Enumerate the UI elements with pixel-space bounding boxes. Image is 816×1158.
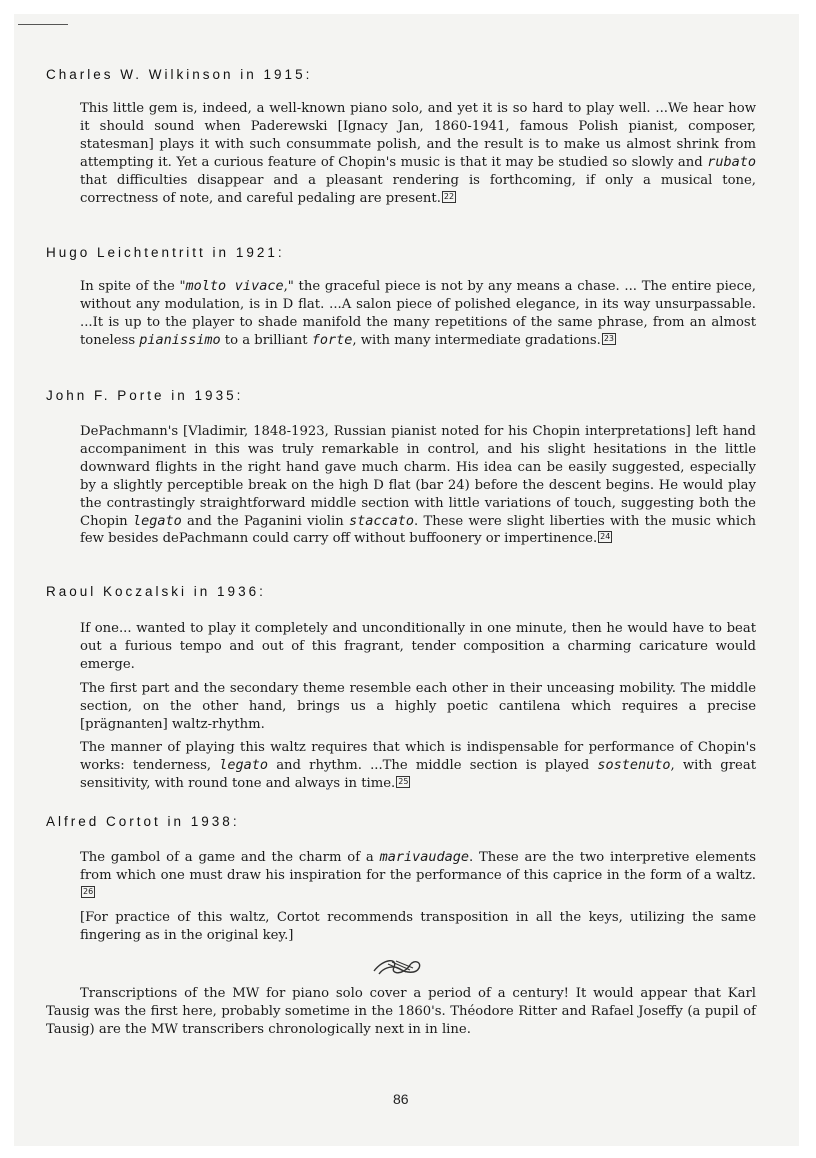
text-run: ," the graceful piece is not by any means a chase. ... The entire piece, without any modulation, is in D flat. ...A salon piece of polished elegance, in its way unsurpassable. ...It is up to the player to shade manifold the many repetitions of the same phrase, from an almost toneless	[80, 279, 756, 348]
italic-term: pianissimo	[139, 331, 221, 348]
text-run: to a brilliant	[220, 332, 312, 348]
italic-term: legato	[132, 512, 182, 529]
footnote-marker: 26	[83, 886, 94, 896]
quote-paragraph	[80, 620, 756, 674]
quote-paragraph	[80, 739, 756, 793]
transcriptions-paragraph: Transcriptions of the MW for piano solo cover a period of a century! It would appear that Karl Tausig was the first here, probably sometime in the 1860's. Théodore Ritter and Rafael Joseffy (a pupil of Tausig) are the MW transcribers chronologically next in in line.	[46, 986, 756, 1038]
quote-paragraph	[80, 278, 756, 350]
text-run: , with many intermediate gradations.	[352, 332, 601, 348]
quote-paragraph	[80, 849, 756, 903]
text-run: . These were slight liberties with the music which few besides dePachmann could carry off without buffoonery or impertinence.	[80, 513, 757, 547]
section-heading: Raoul Koczalski in 1936:	[46, 584, 266, 599]
footnote-marker: 24	[600, 532, 611, 542]
text-run: This little gem is, indeed, a well-known piano solo, and yet it is so hard to play well. ...We hear how it should sound when Paderewski [Ignacy Jan, 1860-1941, famous Polish pianist, composer, statesman] plays it with such consummate polish, and the result is to make us almost shrink from attempting it. Yet a curious feature of Chopin's music is that it may be studied so slowly and	[80, 101, 756, 170]
page-number: 86	[393, 1091, 409, 1107]
ornament-flourish-icon	[370, 956, 424, 978]
text-run: [For practice of this waltz, Cortot recommends transposition in all the keys, utilizing the same fingering as in the original key.]	[80, 909, 756, 943]
italic-term: forte	[311, 331, 353, 348]
italic-term: rubato	[707, 153, 756, 170]
text-run: and the Paganini violin	[181, 513, 349, 529]
top-rule	[18, 24, 68, 25]
quote-block	[80, 849, 756, 945]
quote-block	[80, 423, 756, 548]
quote-block	[80, 100, 756, 207]
text-run: and rhythm. ...The middle section is played	[268, 758, 598, 774]
quote-block	[80, 620, 756, 793]
italic-term: legato	[219, 757, 269, 774]
text-run: DePachmann's [Vladimir, 1848-1923, Russian pianist noted for his Chopin interpretations] left hand accompaniment in this was truly remarkable in control, and his slight hesitations in the little downward flights in the right hand gave much charm. His idea can be easily suggested, especially by a slightly perceptible break on the high D flat (bar 24) before the descent begins. He would play the contrastingly straightforward middle section with little variations of touch, suggesting both the Chopin	[80, 424, 756, 529]
quote-paragraph	[80, 100, 756, 207]
italic-term: sostenuto	[597, 757, 671, 774]
italic-term: molto vivace	[185, 278, 284, 294]
quote-paragraph	[80, 680, 756, 734]
text-run: If one... wanted to play it completely and unconditionally in one minute, then he would have to beat out a furious tempo and out of this fragrant, tender composition a charming caricature would emerge.	[80, 621, 756, 672]
section-heading: Charles W. Wilkinson in 1915:	[46, 67, 313, 82]
text-run: . These are the two interpretive elements from which one must draw his inspiration for the performance of this caprice in the form of a waltz.	[80, 850, 756, 883]
italic-term: marivaudage	[379, 849, 469, 865]
text-run: In spite of the "	[80, 279, 186, 294]
quote-paragraph	[80, 423, 756, 548]
text-run: The first part and the secondary theme resemble each other in their unceasing mobility. The middle section, on the other hand, brings us a highly poetic cantilena which requires a precise [prägnanten] waltz-rhythm.	[80, 680, 756, 732]
text-run: The manner of playing this waltz requires that which is indispensable for performance of Chopin's works: tenderness,	[80, 740, 756, 774]
footnote-marker: 25	[398, 777, 409, 787]
quote-block	[80, 278, 756, 350]
section-heading: John F. Porte in 1935:	[46, 388, 244, 403]
section-heading: Alfred Cortot in 1938:	[46, 814, 240, 829]
section-heading: Hugo Leichtentritt in 1921:	[46, 245, 285, 260]
footnote-marker: 22	[443, 191, 455, 201]
italic-term: staccato	[348, 512, 415, 529]
footnote-marker: 23	[603, 333, 614, 343]
quote-paragraph	[80, 909, 756, 945]
text-run: The gambol of a game and the charm of a	[80, 850, 380, 865]
text-run: that difficulties disappear and a pleasant rendering is forthcoming, if only a musical tone, correctness of note, and careful pedaling are present.	[80, 172, 756, 206]
text-run: , with great sensitivity, with round tone and always in time.	[80, 758, 757, 792]
